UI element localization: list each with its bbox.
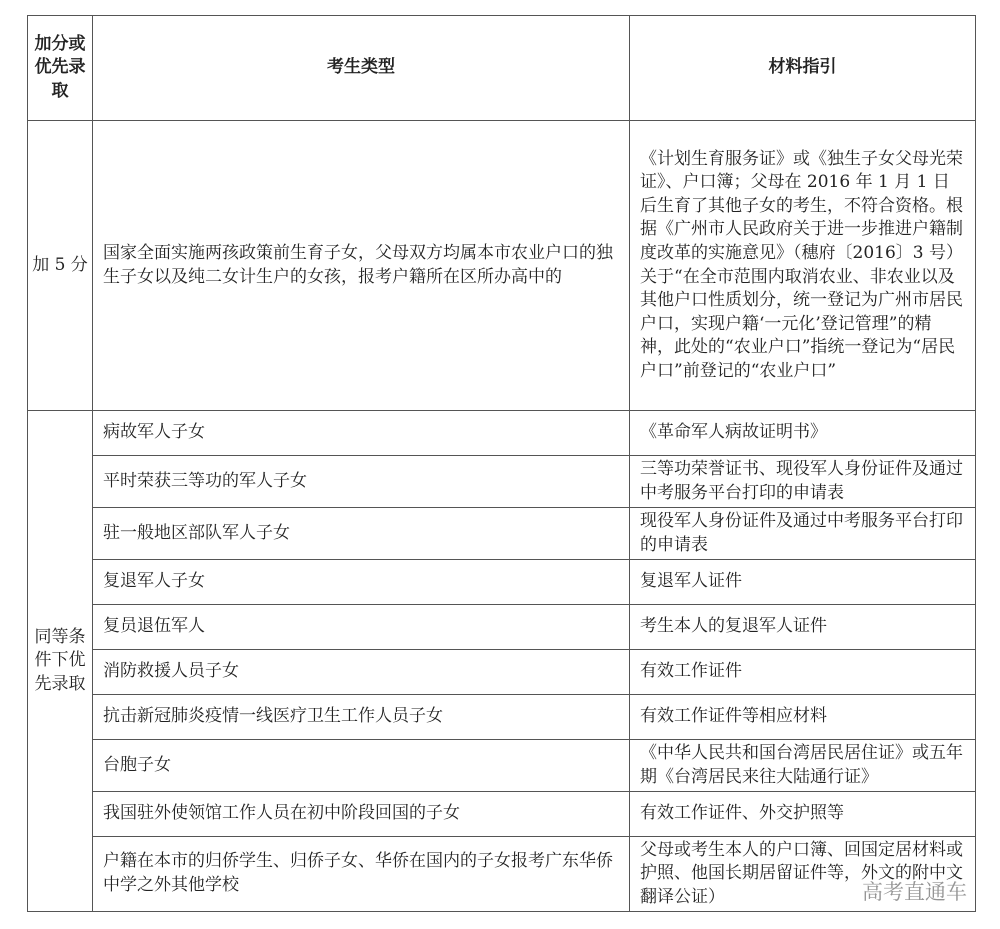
table-row (28, 121, 976, 411)
row-type: 复退军人子女 (93, 560, 630, 605)
row-type: 我国驻外使领馆工作人员在初中阶段回国的子女 (93, 792, 630, 837)
table-row (28, 695, 976, 740)
row-materials: 《计划生育服务证》或《独生子女父母光荣证》、户口簿；父母在 2016 年 1 月 1 日后生育了其他子女的考生，不符合资格。根据《广州市人民政府关于进一步推进户籍制度改革的实施意见》（穗府〔2016〕3 号）关于“在全市范围内取消农业、非农业以及其他户口性质划分，统一登记为广州市居民户口，实现户籍‘一元化’登记管理”的精神，此处的“农业户口”指统一登记为“居民户口”前登记的“农业户口” (630, 121, 976, 411)
watermark: 高考直通车 (862, 880, 967, 904)
row-type: 驻一般地区部队军人子女 (93, 508, 630, 560)
table-row (28, 411, 976, 456)
row-materials: 有效工作证件 (630, 650, 976, 695)
row-type: 消防救援人员子女 (93, 650, 630, 695)
category-priority: 同等条件下优先录取 (28, 411, 93, 912)
row-materials: 三等功荣誉证书、现役军人身份证件及通过中考服务平台打印的申请表 (630, 456, 976, 508)
row-type: 国家全面实施两孩政策前生育子女，父母双方均属本市农业户口的独生子女以及纯二女计生户的女孩，报考户籍所在区所办高中的 (93, 121, 630, 411)
row-materials: 有效工作证件、外交护照等 (630, 792, 976, 837)
row-materials: 复退军人证件 (630, 560, 976, 605)
table-row (28, 456, 976, 508)
category-bonus: 加 5 分 (28, 121, 93, 411)
row-type: 复员退伍军人 (93, 605, 630, 650)
table-row (28, 605, 976, 650)
table-header-row (28, 16, 976, 121)
table-row (28, 560, 976, 605)
table-row (28, 837, 976, 912)
row-type: 抗击新冠肺炎疫情一线医疗卫生工作人员子女 (93, 695, 630, 740)
admission-bonus-table (27, 15, 976, 912)
header-type: 考生类型 (93, 16, 630, 121)
row-materials: 《革命军人病故证明书》 (630, 411, 976, 456)
table-row (28, 508, 976, 560)
table-row (28, 650, 976, 695)
row-type: 户籍在本市的归侨学生、归侨子女、华侨在国内的子女报考广东华侨中学之外其他学校 (93, 837, 630, 912)
row-materials: 父母或考生本人的户口簿、回国定居材料或护照、他国长期居留证件等，外文的附中文翻译公证） (630, 837, 976, 912)
table-row (28, 792, 976, 837)
row-materials: 《中华人民共和国台湾居民居住证》或五年期《台湾居民来往大陆通行证》 (630, 740, 976, 792)
row-materials: 现役军人身份证件及通过中考服务平台打印的申请表 (630, 508, 976, 560)
row-materials: 有效工作证件等相应材料 (630, 695, 976, 740)
header-materials: 材料指引 (630, 16, 976, 121)
header-category: 加分或优先录取 (28, 16, 93, 121)
row-type: 病故军人子女 (93, 411, 630, 456)
row-materials: 考生本人的复退军人证件 (630, 605, 976, 650)
table-row (28, 740, 976, 792)
row-type: 台胞子女 (93, 740, 630, 792)
row-type: 平时荣获三等功的军人子女 (93, 456, 630, 508)
